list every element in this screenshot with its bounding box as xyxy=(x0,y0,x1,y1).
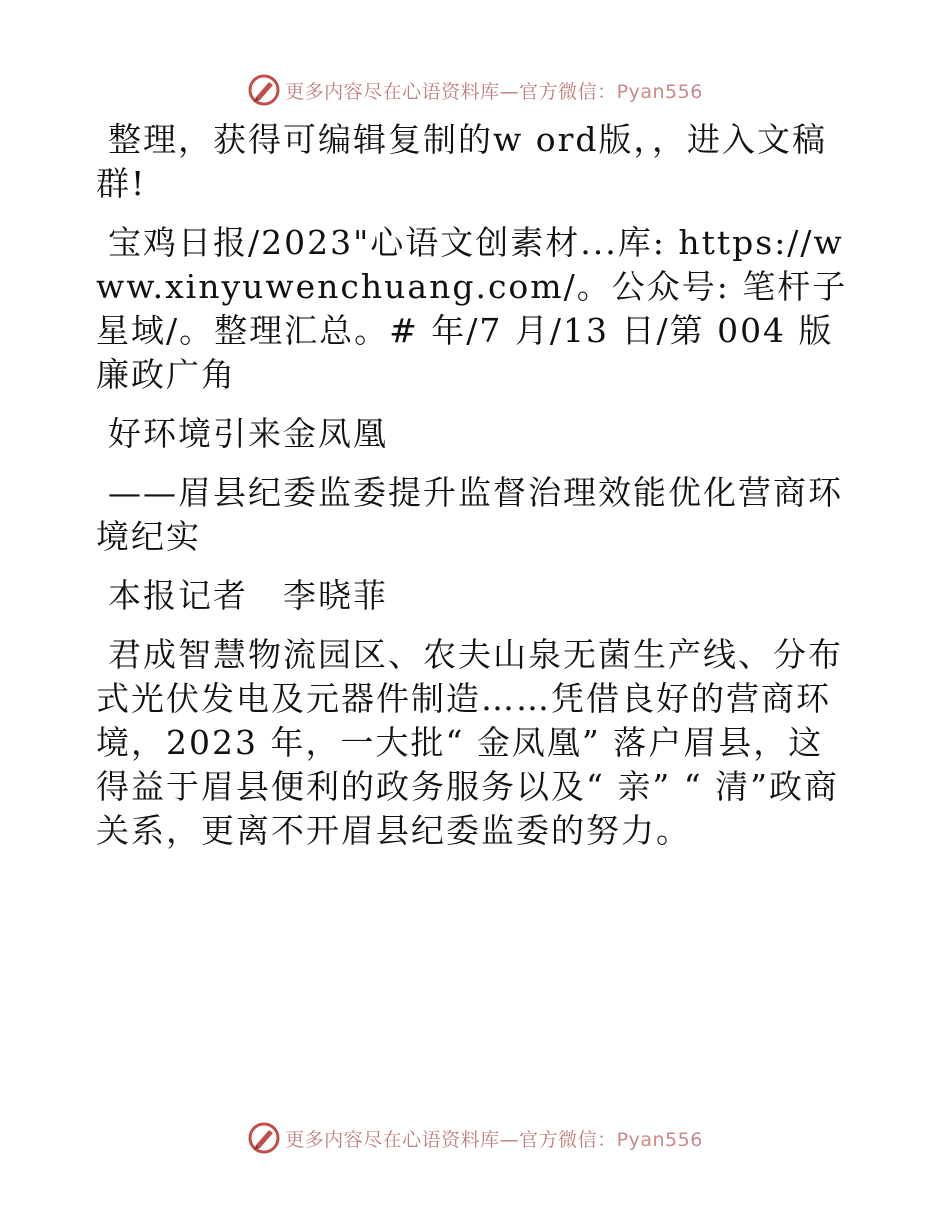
footer-banner-text: 更多内容尽在心语资料库—官方微信：Pyan556 xyxy=(285,1128,703,1151)
article-subtitle: ——眉县纪委监委提升监督治理效能优化营商环境纪实 xyxy=(96,473,843,556)
article-body-paragraph: 君成智慧物流园区、农夫山泉无菌生产线、分布式光伏发电及元器件制造……凭借良好的营商环境，2023 年，一大批“ 金凤凰” 落户眉县，这得益于眉县便利的政务服务以及“ 亲” “ 清”政商关系，更离不开眉县纪委监委的努力。 xyxy=(96,635,843,850)
source-paragraph: 宝鸡日报/2023"心语文创素材...库: https://www.xinyuwenchuang.com/。公众号: 笔杆子星域/。整理汇总。# 年/7 月/13 日/第 004 版廉政广角 xyxy=(96,223,848,394)
header-banner xyxy=(0,68,950,112)
article-byline: 本报记者 李晓菲 xyxy=(108,576,388,615)
pen-logo-icon xyxy=(247,73,281,107)
intro-paragraph: 整理，获得可编辑复制的w ord版，，进入文稿群! xyxy=(96,120,828,203)
footer-banner xyxy=(0,1116,950,1160)
document-body xyxy=(96,118,856,868)
header-banner-text: 更多内容尽在心语资料库—官方微信：Pyan556 xyxy=(285,80,703,103)
article-title: 好环境引来金凤凰 xyxy=(108,414,388,453)
pen-logo-icon xyxy=(247,1121,281,1155)
